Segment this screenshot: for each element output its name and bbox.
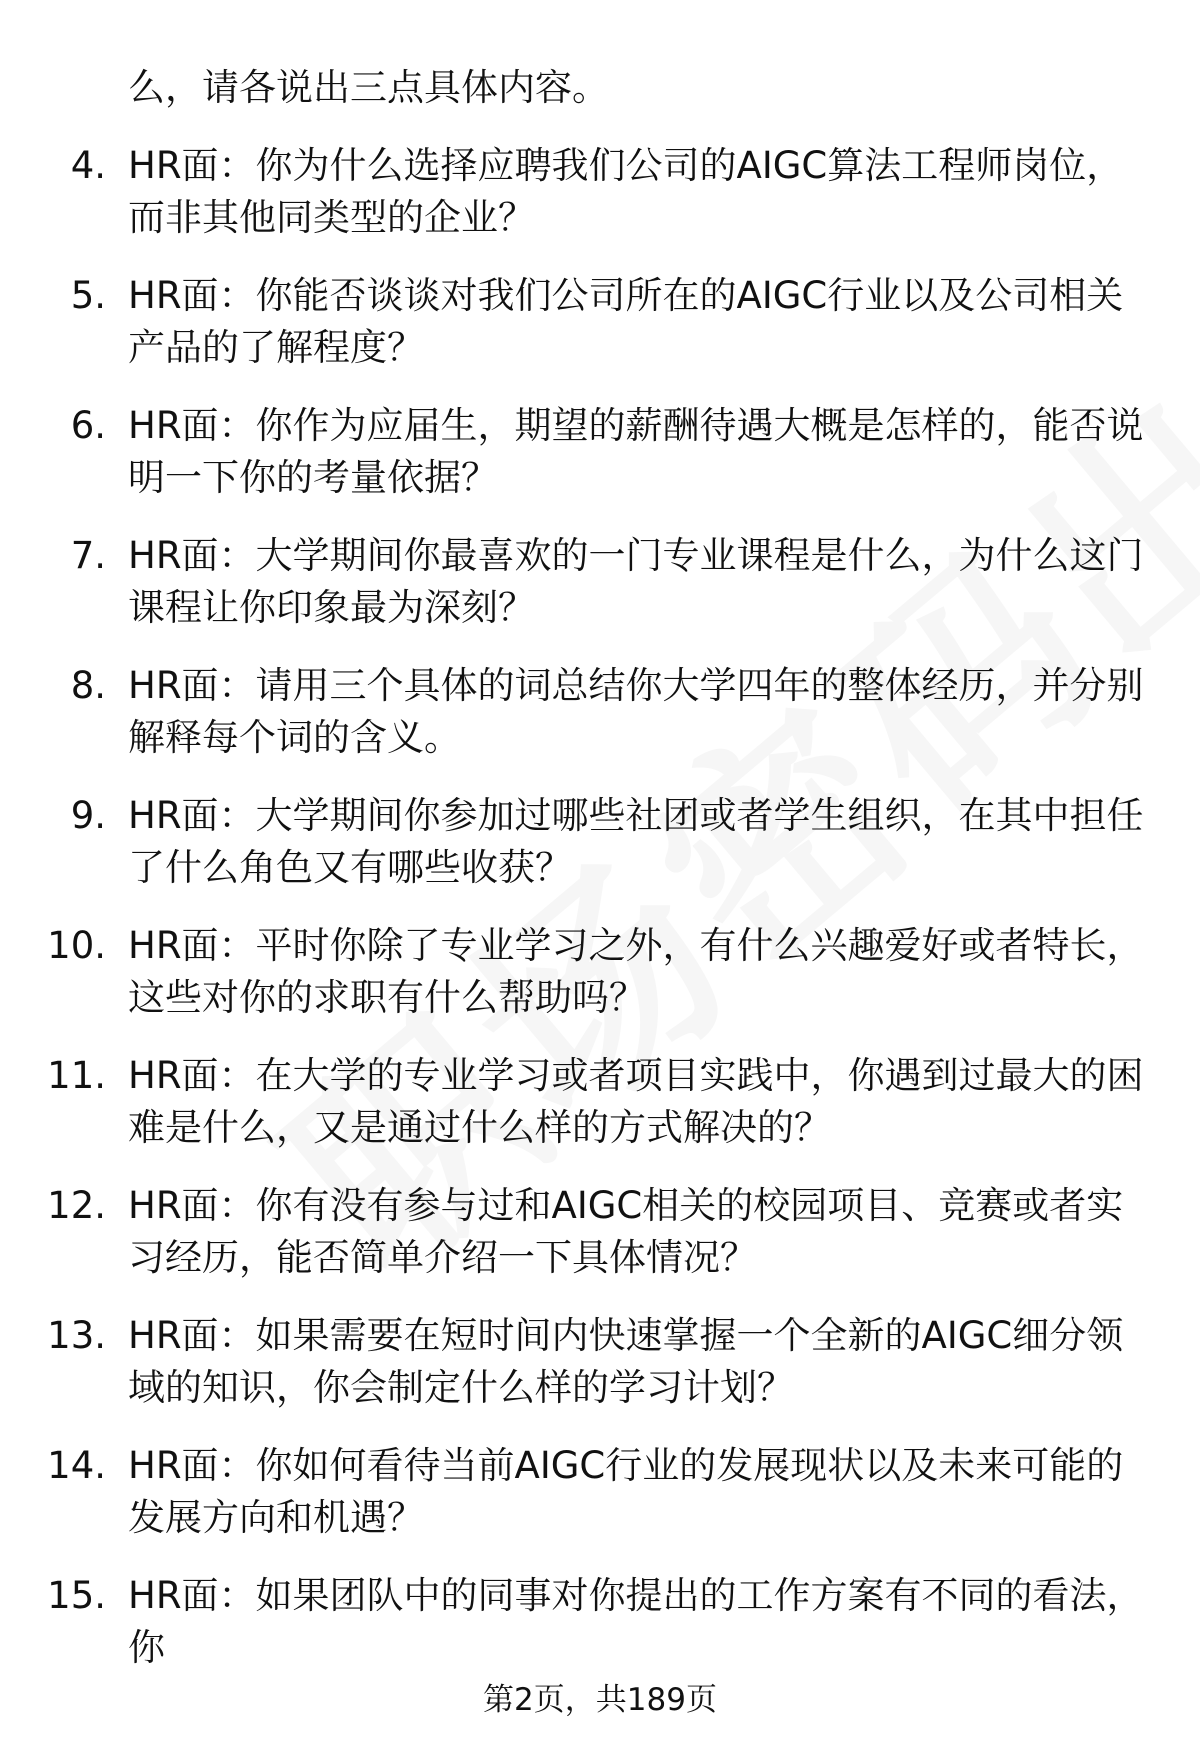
list-item — [0, 1180, 1200, 1310]
question-text: HR面：你如何看待当前AIGC行业的发展现状以及未来可能的发展方向和机遇？ — [128, 1444, 1124, 1539]
list-item — [0, 1310, 1200, 1440]
list-item — [0, 140, 1200, 270]
question-list — [0, 140, 1200, 1700]
question-text: HR面：如果团队中的同事对你提出的工作方案有不同的看法，你 — [128, 1574, 1144, 1669]
question-number: 14. — [47, 1444, 106, 1487]
list-item — [0, 1440, 1200, 1570]
question-text: HR面：在大学的专业学习或者项目实践中，你遇到过最大的困难是什么，又是通过什么样的方式解决的？ — [128, 1054, 1144, 1149]
question-text: HR面：大学期间你最喜欢的一门专业课程是什么，为什么这门课程让你印象最为深刻？ — [128, 534, 1144, 629]
question-number: 7. — [70, 534, 106, 577]
question-number: 6. — [70, 404, 106, 447]
page-footer: 第2页，共189页 — [483, 1682, 717, 1718]
question-text: HR面：平时你除了专业学习之外，有什么兴趣爱好或者特长，这些对你的求职有什么帮助吗？ — [128, 924, 1144, 1019]
list-item — [0, 1050, 1200, 1180]
question-number: 15. — [47, 1574, 106, 1617]
question-number: 5. — [70, 274, 106, 317]
question-number: 13. — [47, 1314, 106, 1357]
question-text: HR面：请用三个具体的词总结你大学四年的整体经历，并分别解释每个词的含义。 — [128, 664, 1144, 759]
question-text: HR面：你能否谈谈对我们公司所在的AIGC行业以及公司相关产品的了解程度？ — [128, 274, 1124, 369]
list-item — [0, 920, 1200, 1050]
question-number: 8. — [70, 664, 106, 707]
list-item — [0, 400, 1200, 530]
question-text: HR面：你有没有参与过和AIGC相关的校园项目、竞赛或者实习经历，能否简单介绍一下具体情况？ — [128, 1184, 1124, 1279]
question-number: 12. — [47, 1184, 106, 1227]
list-item — [0, 530, 1200, 660]
question-text: HR面：你为什么选择应聘我们公司的AIGC算法工程师岗位，而非其他同类型的企业？ — [128, 144, 1124, 239]
continuation-text: 么，请各说出三点具体内容。 — [128, 66, 609, 109]
question-number: 9. — [70, 794, 106, 837]
list-item — [0, 790, 1200, 920]
question-number: 10. — [47, 924, 106, 967]
question-number: 4. — [70, 144, 106, 187]
question-text: HR面：你作为应届生，期望的薪酬待遇大概是怎样的，能否说明一下你的考量依据？ — [128, 404, 1144, 499]
list-item — [0, 270, 1200, 400]
list-item — [0, 660, 1200, 790]
question-text: HR面：如果需要在短时间内快速掌握一个全新的AIGC细分领域的知识，你会制定什么样的学习计划？ — [128, 1314, 1124, 1409]
question-number: 11. — [47, 1054, 106, 1097]
question-text: HR面：大学期间你参加过哪些社团或者学生组织，在其中担任了什么角色又有哪些收获？ — [128, 794, 1144, 889]
